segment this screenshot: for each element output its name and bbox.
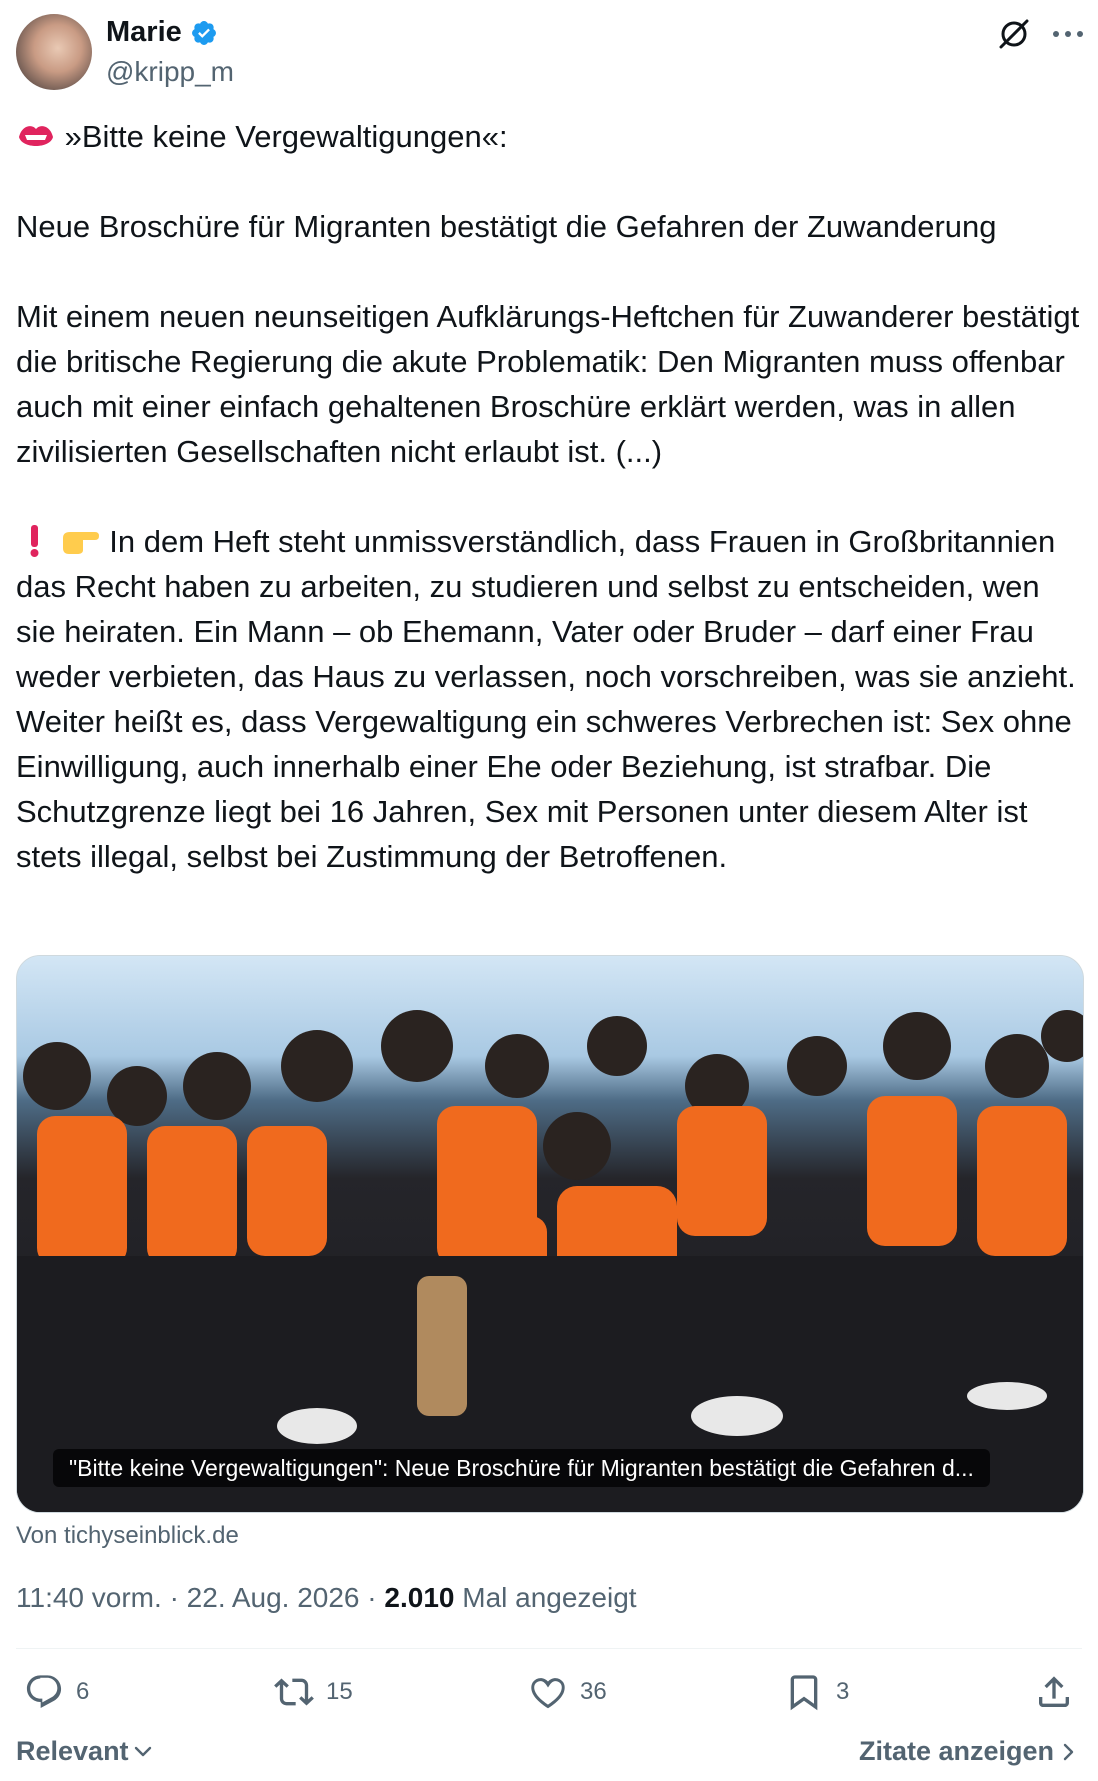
heart-icon xyxy=(528,1672,568,1712)
meta-separator: · xyxy=(367,1582,377,1613)
reply-button[interactable] xyxy=(24,1670,89,1714)
repost-count: 15 xyxy=(326,1678,353,1705)
divider xyxy=(16,1648,1082,1649)
grok-icon[interactable] xyxy=(996,16,1032,52)
bookmark-icon xyxy=(784,1672,824,1712)
views-count: 2.010 xyxy=(384,1582,455,1613)
card-image xyxy=(17,956,1083,1512)
like-count: 36 xyxy=(580,1678,607,1705)
post-paragraph-1: Mit einem neuen neunseitigen Aufklärungs-Heftchen für Zuwanderer bestätigt die britische Regierung die akute Problematik: Den Migranten muss offenbar auch mit einer einfach gehaltenen Broschüre erklärt werden, was in allen zivilisierten Gesellschaften nicht erlaubt ist. (...) xyxy=(16,299,1080,469)
bookmark-button[interactable] xyxy=(784,1670,849,1714)
card-caption: "Bitte keine Vergewaltigungen": Neue Broschüre für Migranten bestätigt die Gefahren d... xyxy=(53,1449,990,1487)
post-time[interactable]: 11:40 vorm. xyxy=(16,1582,162,1613)
post-meta xyxy=(16,1582,637,1614)
mouth-emoji-icon xyxy=(16,121,56,153)
sort-label: Relevant xyxy=(16,1736,129,1766)
repost-icon xyxy=(274,1672,314,1712)
bookmark-count: 3 xyxy=(836,1678,850,1705)
more-options-icon[interactable] xyxy=(1050,24,1086,44)
post-date[interactable]: 22. Aug. 2026 xyxy=(186,1582,360,1613)
chevron-right-icon xyxy=(1058,1742,1078,1762)
post-subheadline: Neue Broschüre für Migranten bestätigt die Gefahren der Zuwanderung xyxy=(16,209,997,244)
quotes-label: Zitate anzeigen xyxy=(858,1736,1054,1766)
verified-badge-icon xyxy=(190,19,218,47)
like-button[interactable] xyxy=(528,1670,607,1714)
reply-count: 6 xyxy=(76,1678,90,1705)
views-label: Mal angezeigt xyxy=(462,1582,637,1613)
post-text xyxy=(16,114,1082,879)
repost-button[interactable] xyxy=(274,1670,353,1714)
post-paragraph-2: In dem Heft steht unmissverständlich, dass Frauen in Großbritannien das Recht haben zu arbeiten, zu studieren und selbst zu entscheiden, wen sie heiraten. Ein Mann – ob Ehemann, Vater oder Bruder – darf einer Frau weder verbieten, das Haus zu verlassen, noch vorschreiben, was sie anzieht. Weiter heißt es, dass Vergewaltigung ein schweres Verbrechen ist: Sex ohne Einwilligung, auch innerhalb einer Ehe oder Beziehung, ist strafbar. Die Schutzgrenze liegt bei 16 Jahren, Sex mit Personen unter diesem Alter ist stets illegal, selbst bei Zustimmung der Betroffenen. xyxy=(16,524,1076,874)
view-quotes-link[interactable] xyxy=(859,1736,1078,1767)
reply-icon xyxy=(24,1672,64,1712)
avatar[interactable] xyxy=(16,14,92,90)
author-name[interactable]: Marie xyxy=(106,16,182,48)
meta-separator: · xyxy=(169,1582,179,1613)
post-headline: »Bitte keine Vergewaltigungen«: xyxy=(64,119,508,154)
share-button[interactable] xyxy=(1034,1670,1086,1714)
author-handle[interactable]: @kripp_m xyxy=(106,56,235,87)
author-name-row[interactable] xyxy=(106,16,218,49)
link-card[interactable] xyxy=(16,955,1084,1513)
exclamation-emoji-icon xyxy=(16,522,52,558)
sort-replies-button[interactable] xyxy=(16,1736,153,1767)
share-icon xyxy=(1034,1672,1074,1712)
pointing-right-emoji-icon xyxy=(61,522,101,558)
card-source[interactable]: Von tichyseinblick.de xyxy=(16,1522,239,1549)
chevron-down-icon xyxy=(133,1742,153,1762)
